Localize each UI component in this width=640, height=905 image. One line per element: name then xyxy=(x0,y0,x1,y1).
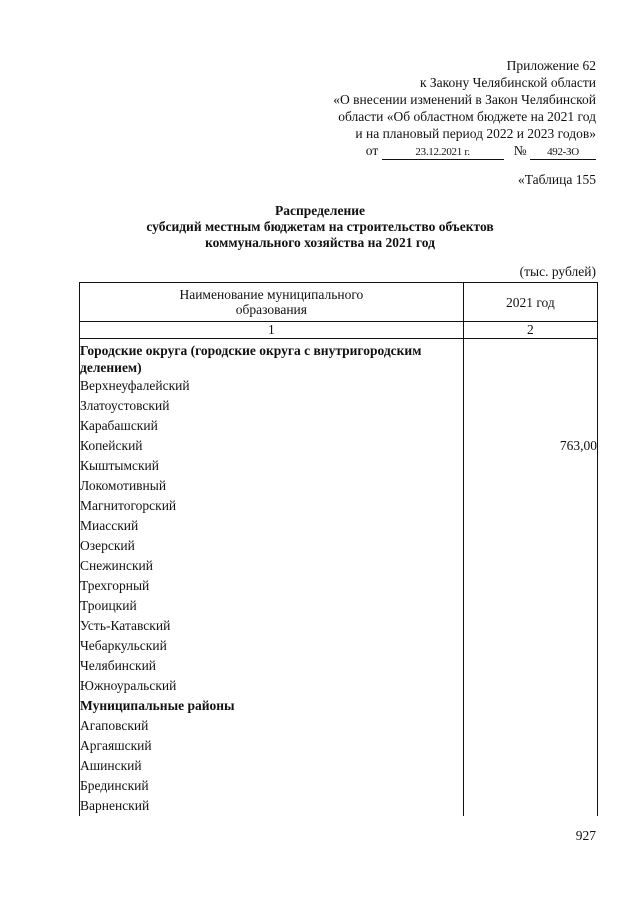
subsidy-value xyxy=(463,456,597,476)
subsidy-table xyxy=(79,282,598,816)
municipality-name: Агаповский xyxy=(80,716,464,736)
column-header-name xyxy=(80,283,464,322)
title-line-2: субсидий местным бюджетам на строительство объектов xyxy=(146,219,494,234)
table-row xyxy=(80,656,598,676)
subsidy-value xyxy=(463,556,597,576)
appendix-header xyxy=(333,57,596,160)
municipality-name: Озерский xyxy=(80,536,464,556)
law-title-line-2: области «Об областном бюджете на 2021 год xyxy=(338,109,596,124)
municipality-name: Брединский xyxy=(80,776,464,796)
subsidy-value xyxy=(463,376,597,396)
law-reference: к Закону Челябинской области xyxy=(419,75,596,90)
subsidy-value xyxy=(463,596,597,616)
subsidy-value xyxy=(463,576,597,596)
law-date: 23.12.2021 г. xyxy=(382,146,504,160)
group-value xyxy=(463,696,597,716)
municipality-name: Троицкий xyxy=(80,596,464,616)
table-row xyxy=(80,496,598,516)
page-number: 927 xyxy=(575,828,596,843)
subsidy-value xyxy=(463,656,597,676)
municipality-name: Варненский xyxy=(80,796,464,816)
table-row xyxy=(80,376,598,396)
table-row xyxy=(80,456,598,476)
table-row xyxy=(80,716,598,736)
municipality-name: Миасский xyxy=(80,516,464,536)
subsidy-value xyxy=(463,676,597,696)
table-row xyxy=(80,636,598,656)
column-header-name-line-1: Наименование муниципального xyxy=(179,287,364,302)
table-row xyxy=(80,776,598,796)
group-row xyxy=(80,696,598,716)
table-row xyxy=(80,556,598,576)
law-title-line-1: «О внесении изменений в Закон Челябинской xyxy=(333,92,596,107)
title-line-3: коммунального хозяйства на 2021 год xyxy=(205,235,435,250)
subsidy-value xyxy=(463,636,597,656)
law-title-line-3: и на плановый период 2022 и 2023 годов» xyxy=(355,126,596,141)
table-row xyxy=(80,516,598,536)
subsidy-value xyxy=(463,716,597,736)
table-row xyxy=(80,756,598,776)
subsidy-value xyxy=(463,776,597,796)
subsidy-value xyxy=(463,616,597,636)
municipality-name: Локомотивный xyxy=(80,476,464,496)
table-row xyxy=(80,396,598,416)
municipality-name: Трехгорный xyxy=(80,576,464,596)
table-row xyxy=(80,736,598,756)
municipality-name: Усть-Катавский xyxy=(80,616,464,636)
subsidy-value xyxy=(463,496,597,516)
municipality-name: Копейский xyxy=(80,436,464,456)
municipality-name: Аргаяшский xyxy=(80,736,464,756)
municipality-name: Златоустовский xyxy=(80,396,464,416)
group-row xyxy=(80,339,598,377)
appendix-number: Приложение 62 xyxy=(506,58,596,73)
subsidy-value xyxy=(463,396,597,416)
subsidy-value xyxy=(463,756,597,776)
column-number-2: 2 xyxy=(463,322,597,339)
group-heading: Муниципальные районы xyxy=(80,696,464,716)
subsidy-value xyxy=(463,536,597,556)
municipality-name: Верхнеуфалейский xyxy=(80,376,464,396)
table-row xyxy=(80,476,598,496)
units-label: (тыс. рублей) xyxy=(519,264,596,279)
column-header-name-line-2: образования xyxy=(235,302,307,317)
subsidy-value: 763,00 xyxy=(463,436,597,456)
municipality-name: Снежинский xyxy=(80,556,464,576)
law-number: 492-ЗО xyxy=(530,146,596,160)
column-number-1: 1 xyxy=(80,322,464,339)
municipality-name: Карабашский xyxy=(80,416,464,436)
municipality-name: Магнитогорский xyxy=(80,496,464,516)
municipality-name: Южноуральский xyxy=(80,676,464,696)
group-value xyxy=(463,339,597,377)
table-row xyxy=(80,416,598,436)
number-label: № xyxy=(513,143,527,158)
date-label: от xyxy=(365,143,379,158)
subsidy-value xyxy=(463,516,597,536)
law-date-number xyxy=(333,142,596,160)
table-row xyxy=(80,676,598,696)
document-title xyxy=(0,203,640,251)
title-line-1: Распределение xyxy=(274,203,366,218)
table-row xyxy=(80,536,598,556)
table-row xyxy=(80,616,598,636)
municipality-name: Челябинский xyxy=(80,656,464,676)
table-row xyxy=(80,436,598,456)
municipality-name: Кыштымский xyxy=(80,456,464,476)
table-body xyxy=(80,339,598,817)
table-row xyxy=(80,576,598,596)
municipality-name: Чебаркульский xyxy=(80,636,464,656)
subsidy-value xyxy=(463,476,597,496)
table-label: «Таблица 155 xyxy=(518,172,596,187)
subsidy-value xyxy=(463,416,597,436)
subsidy-value xyxy=(463,736,597,756)
subsidy-value xyxy=(463,796,597,816)
group-heading: Городские округа (городские округа с внутригородским делением) xyxy=(80,339,464,377)
table-row xyxy=(80,596,598,616)
table-row xyxy=(80,796,598,816)
municipality-name: Ашинский xyxy=(80,756,464,776)
column-header-year: 2021 год xyxy=(463,283,597,322)
